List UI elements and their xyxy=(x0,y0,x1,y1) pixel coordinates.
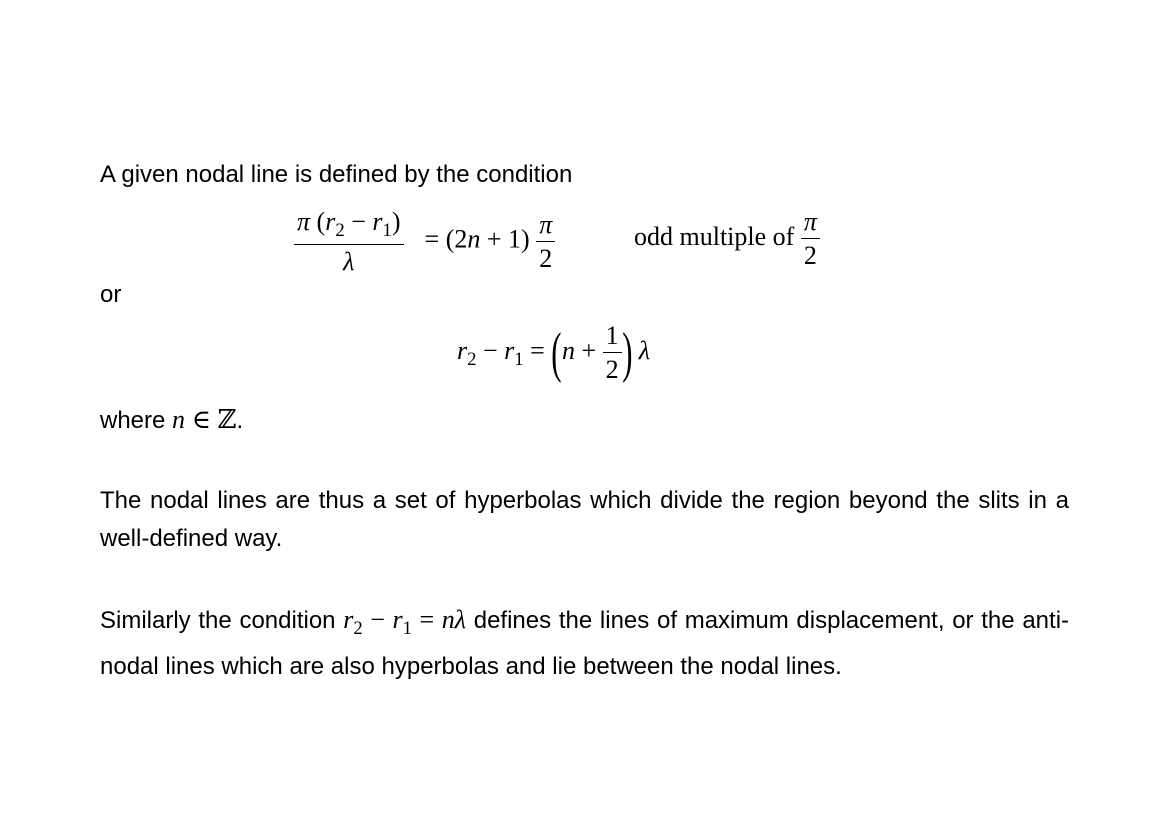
lhs-numerator: π $(r_2 - r_1)$ xyxy=(294,208,404,245)
para3-after: defines the lines of maximum displacement, or the anti-nodal lines which are also hyperbolas and lie between the nodal lines. xyxy=(100,607,1070,680)
note-frac-den: 2 xyxy=(803,241,817,271)
rhs-plus-one: + 1) xyxy=(486,224,530,254)
eq2-sub2: 2 xyxy=(467,348,477,370)
note-text: odd multiple of xyxy=(634,221,795,251)
eq2-r2: r xyxy=(457,335,468,365)
where-period: . xyxy=(236,407,244,434)
antinodal-paragraph xyxy=(100,601,1069,686)
para3-inline-equation: $r_2 - r_1 = n\lambda$ xyxy=(343,605,467,639)
eq2-lambda: λ xyxy=(638,335,651,365)
eq2-fraction xyxy=(603,322,622,384)
lhs-denominator: λ xyxy=(343,246,355,276)
nodal-condition-equation xyxy=(294,208,555,275)
rhs-fraction xyxy=(536,211,555,273)
eq2-equals: = xyxy=(530,335,545,365)
intro-paragraph: A given nodal line is defined by the condition xyxy=(100,161,573,188)
rhs-n: n xyxy=(467,224,481,254)
eq2-plus: + xyxy=(581,335,597,365)
or-text: or xyxy=(100,281,122,308)
note-fraction xyxy=(801,208,820,270)
rhs-frac-num: π xyxy=(536,211,555,242)
eq2-sub1: 1 xyxy=(514,348,524,370)
note-frac-num: π xyxy=(801,208,820,239)
path-difference-equation xyxy=(457,322,650,384)
where-in-integers: ∈ ℤ xyxy=(191,405,237,434)
where-prefix: where xyxy=(100,407,166,434)
odd-multiple-note xyxy=(634,208,820,270)
eq2-frac-den: 2 xyxy=(605,355,619,385)
eq2-close-paren: ) xyxy=(621,321,633,384)
where-clause xyxy=(100,401,1069,440)
para3-before: Similarly the condition xyxy=(100,607,336,634)
hyperbolas-paragraph: The nodal lines are thus a set of hyperbolas which divide the region beyond the slits in a well-defined way. xyxy=(100,487,1069,552)
where-n: n xyxy=(172,405,186,434)
eq2-open-paren: ( xyxy=(551,321,562,384)
rhs-open: (2 xyxy=(445,224,468,254)
eq2-frac-num: 1 xyxy=(603,322,622,353)
eq2-r1: r xyxy=(504,335,515,365)
eq2-minus: − xyxy=(482,335,498,365)
equals-sign: = xyxy=(424,224,440,254)
eq2-n: n xyxy=(561,335,575,365)
lhs-fraction xyxy=(294,208,404,275)
rhs-frac-den: 2 xyxy=(539,243,553,273)
